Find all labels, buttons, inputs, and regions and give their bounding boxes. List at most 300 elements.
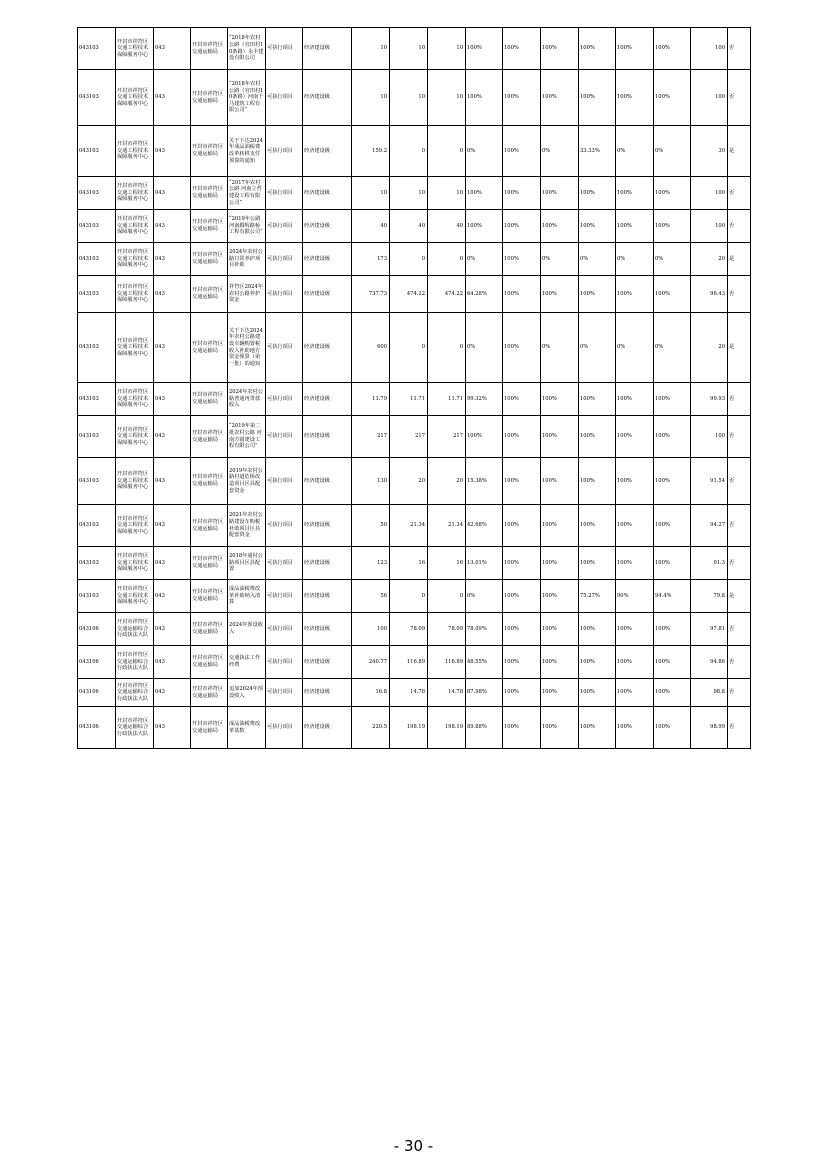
cell-execution-rate: 100% bbox=[466, 70, 503, 126]
cell-unit-name: 开封市祥符区交通运输综合行政执法大队 bbox=[116, 646, 154, 679]
cell-score: 100 bbox=[691, 210, 728, 243]
cell-unit-name: 开封市祥符区交通工程技术保障服务中心 bbox=[116, 210, 154, 243]
cell-disbursed-amount: 116.89 bbox=[428, 646, 466, 679]
cell-unit-name: 开封市祥符区交通工程技术保障服务中心 bbox=[116, 70, 154, 126]
cell-indicator-1: 100% bbox=[503, 547, 541, 580]
cell-dept-code: 043 bbox=[154, 646, 191, 679]
page-number: - 30 - bbox=[393, 1137, 434, 1155]
cell-project-type: 可执行项目 bbox=[266, 416, 303, 458]
cell-project-name: 成品油税费改革补助纳入清算 bbox=[228, 580, 266, 613]
cell-annual-budget: 10 bbox=[352, 70, 390, 126]
cell-dept-name: 开封市祥符区交通运输局 bbox=[191, 126, 228, 177]
cell-unit-name: 开封市祥符区交通工程技术保障服务中心 bbox=[116, 276, 154, 313]
cell-dept-code: 043 bbox=[154, 383, 191, 416]
cell-is-flagged: 否 bbox=[728, 646, 751, 679]
cell-indicator-4: 100% bbox=[616, 383, 654, 416]
cell-project-category: 经济建设级 bbox=[303, 707, 352, 749]
cell-indicator-4: 100% bbox=[616, 458, 654, 505]
cell-project-type: 可执行项目 bbox=[266, 276, 303, 313]
cell-is-flagged: 是 bbox=[728, 243, 751, 276]
cell-dept-name: 开封市祥符区交通运输局 bbox=[191, 580, 228, 613]
cell-indicator-3: 100% bbox=[579, 28, 616, 70]
cell-annual-budget: 56 bbox=[352, 580, 390, 613]
cell-unit-name: 开封市祥符区交通工程技术保障服务中心 bbox=[116, 547, 154, 580]
cell-indicator-5: 0% bbox=[654, 313, 691, 383]
cell-dept-name: 开封市祥符区交通运输局 bbox=[191, 613, 228, 646]
cell-score: 79.8 bbox=[691, 580, 728, 613]
cell-unit-code: 043103 bbox=[78, 243, 116, 276]
cell-execution-rate: 89.88% bbox=[466, 707, 503, 749]
cell-executed-amount: 40 bbox=[390, 210, 428, 243]
cell-indicator-1: 100% bbox=[503, 707, 541, 749]
cell-unit-code: 043106 bbox=[78, 613, 116, 646]
cell-annual-budget: 220.5 bbox=[352, 707, 390, 749]
cell-project-category: 经济建设级 bbox=[303, 458, 352, 505]
cell-is-flagged: 否 bbox=[728, 505, 751, 547]
cell-indicator-4: 100% bbox=[616, 276, 654, 313]
cell-project-name: 2024年农村公路日常养护项目补助 bbox=[228, 243, 266, 276]
cell-disbursed-amount: 16 bbox=[428, 547, 466, 580]
cell-indicator-4: 100% bbox=[616, 416, 654, 458]
cell-indicator-1: 100% bbox=[503, 276, 541, 313]
cell-indicator-5: 100% bbox=[654, 210, 691, 243]
cell-is-flagged: 否 bbox=[728, 458, 751, 505]
cell-project-type: 可执行项目 bbox=[266, 313, 303, 383]
cell-dept-name: 开封市祥符区交通运输局 bbox=[191, 505, 228, 547]
cell-unit-code: 043103 bbox=[78, 210, 116, 243]
cell-indicator-5: 100% bbox=[654, 276, 691, 313]
cell-project-category: 经济建设级 bbox=[303, 580, 352, 613]
cell-project-type: 可执行项目 bbox=[266, 70, 303, 126]
cell-unit-code: 043103 bbox=[78, 505, 116, 547]
cell-disbursed-amount: 0 bbox=[428, 580, 466, 613]
cell-is-flagged: 否 bbox=[728, 383, 751, 416]
cell-indicator-2: 100% bbox=[541, 28, 579, 70]
cell-project-type: 可执行项目 bbox=[266, 243, 303, 276]
cell-indicator-5: 100% bbox=[654, 416, 691, 458]
cell-annual-budget: 11.79 bbox=[352, 383, 390, 416]
cell-indicator-1: 100% bbox=[503, 126, 541, 177]
cell-dept-name: 开封市祥符区交通运输局 bbox=[191, 679, 228, 707]
cell-indicator-5: 100% bbox=[654, 505, 691, 547]
cell-dept-code: 043 bbox=[154, 505, 191, 547]
cell-execution-rate: 0% bbox=[466, 313, 503, 383]
cell-executed-amount: 16 bbox=[390, 547, 428, 580]
cell-indicator-3: 0% bbox=[579, 313, 616, 383]
cell-indicator-2: 100% bbox=[541, 276, 579, 313]
table-row bbox=[78, 243, 751, 276]
cell-indicator-2: 100% bbox=[541, 177, 579, 210]
table-row bbox=[78, 707, 751, 749]
cell-indicator-2: 100% bbox=[541, 613, 579, 646]
cell-indicator-1: 100% bbox=[503, 28, 541, 70]
cell-dept-code: 043 bbox=[154, 28, 191, 70]
cell-indicator-4: 100% bbox=[616, 210, 654, 243]
cell-indicator-2: 100% bbox=[541, 416, 579, 458]
cell-indicator-5: 100% bbox=[654, 70, 691, 126]
cell-project-name: “2019年第二批农村公路 河南方圆建设工程有限公司” bbox=[228, 416, 266, 458]
cell-score: 98.8 bbox=[691, 679, 728, 707]
table-row bbox=[78, 580, 751, 613]
cell-project-type: 可执行项目 bbox=[266, 458, 303, 505]
cell-annual-budget: 40 bbox=[352, 210, 390, 243]
cell-indicator-5: 94.4% bbox=[654, 580, 691, 613]
cell-indicator-3: 0% bbox=[579, 243, 616, 276]
cell-is-flagged: 否 bbox=[728, 679, 751, 707]
cell-indicator-3: 100% bbox=[579, 547, 616, 580]
cell-project-name: 2024年农村公路普通再贷款收入 bbox=[228, 383, 266, 416]
cell-indicator-5: 100% bbox=[654, 383, 691, 416]
cell-dept-name: 开封市祥符区交通运输局 bbox=[191, 210, 228, 243]
cell-disbursed-amount: 0 bbox=[428, 243, 466, 276]
cell-dept-code: 043 bbox=[154, 613, 191, 646]
cell-indicator-3: 75.27% bbox=[579, 580, 616, 613]
cell-indicator-4: 0% bbox=[616, 126, 654, 177]
cell-indicator-4: 100% bbox=[616, 707, 654, 749]
cell-execution-rate: 78.09% bbox=[466, 613, 503, 646]
cell-execution-rate: 13.01% bbox=[466, 547, 503, 580]
cell-project-type: 可执行项目 bbox=[266, 707, 303, 749]
cell-unit-code: 043103 bbox=[78, 547, 116, 580]
cell-is-flagged: 否 bbox=[728, 210, 751, 243]
cell-unit-code: 043103 bbox=[78, 313, 116, 383]
budget-performance-table bbox=[77, 27, 751, 749]
cell-score: 20 bbox=[691, 313, 728, 383]
cell-project-category: 经济建设级 bbox=[303, 547, 352, 580]
cell-execution-rate: 42.68% bbox=[466, 505, 503, 547]
table-row bbox=[78, 126, 751, 177]
cell-indicator-3: 100% bbox=[579, 177, 616, 210]
cell-indicator-5: 100% bbox=[654, 458, 691, 505]
cell-project-type: 可执行项目 bbox=[266, 383, 303, 416]
cell-execution-rate: 99.32% bbox=[466, 383, 503, 416]
cell-annual-budget: 130 bbox=[352, 458, 390, 505]
cell-dept-name: 开封市祥符区交通运输局 bbox=[191, 243, 228, 276]
cell-project-name: 成品油税费改革基数 bbox=[228, 707, 266, 749]
table-row bbox=[78, 276, 751, 313]
cell-project-category: 经济建设级 bbox=[303, 416, 352, 458]
table-row bbox=[78, 458, 751, 505]
cell-execution-rate: 0% bbox=[466, 580, 503, 613]
cell-disbursed-amount: 10 bbox=[428, 28, 466, 70]
cell-indicator-5: 100% bbox=[654, 547, 691, 580]
cell-dept-code: 043 bbox=[154, 458, 191, 505]
cell-execution-rate: 0% bbox=[466, 126, 503, 177]
cell-executed-amount: 10 bbox=[390, 28, 428, 70]
cell-project-type: 可执行项目 bbox=[266, 679, 303, 707]
cell-annual-budget: 123 bbox=[352, 547, 390, 580]
cell-unit-name: 开封市祥符区交通工程技术保障服务中心 bbox=[116, 313, 154, 383]
cell-project-name: 2021年农村公路建设车购税补助项目区县配套资金 bbox=[228, 505, 266, 547]
cell-dept-code: 043 bbox=[154, 243, 191, 276]
cell-disbursed-amount: 11.71 bbox=[428, 383, 466, 416]
cell-dept-code: 043 bbox=[154, 707, 191, 749]
cell-unit-name: 开封市祥符区交通工程技术保障服务中心 bbox=[116, 126, 154, 177]
cell-execution-rate: 100% bbox=[466, 28, 503, 70]
cell-project-category: 经济建设级 bbox=[303, 243, 352, 276]
cell-indicator-1: 100% bbox=[503, 646, 541, 679]
cell-indicator-1: 100% bbox=[503, 383, 541, 416]
cell-indicator-4: 100% bbox=[616, 70, 654, 126]
cell-execution-rate: 87.98% bbox=[466, 679, 503, 707]
cell-executed-amount: 10 bbox=[390, 177, 428, 210]
cell-execution-rate: 100% bbox=[466, 416, 503, 458]
cell-disbursed-amount: 198.19 bbox=[428, 707, 466, 749]
cell-project-name: 追加2024年预设收入 bbox=[228, 679, 266, 707]
cell-indicator-3: 100% bbox=[579, 646, 616, 679]
cell-dept-code: 043 bbox=[154, 547, 191, 580]
cell-dept-name: 开封市祥符区交通运输局 bbox=[191, 547, 228, 580]
cell-unit-name: 开封市祥符区交通工程技术保障服务中心 bbox=[116, 383, 154, 416]
cell-indicator-2: 0% bbox=[541, 126, 579, 177]
cell-dept-code: 043 bbox=[154, 177, 191, 210]
cell-unit-code: 043103 bbox=[78, 177, 116, 210]
cell-indicator-5: 100% bbox=[654, 28, 691, 70]
cell-indicator-2: 100% bbox=[541, 580, 579, 613]
cell-is-flagged: 是 bbox=[728, 580, 751, 613]
cell-indicator-2: 100% bbox=[541, 505, 579, 547]
cell-executed-amount: 0 bbox=[390, 580, 428, 613]
cell-executed-amount: 217 bbox=[390, 416, 428, 458]
table-row bbox=[78, 383, 751, 416]
cell-project-category: 经济建设级 bbox=[303, 505, 352, 547]
cell-project-category: 经济建设级 bbox=[303, 210, 352, 243]
cell-indicator-4: 100% bbox=[616, 646, 654, 679]
cell-is-flagged: 否 bbox=[728, 70, 751, 126]
cell-project-type: 可执行项目 bbox=[266, 646, 303, 679]
cell-indicator-3: 100% bbox=[579, 383, 616, 416]
cell-dept-name: 开封市祥符区交通运输局 bbox=[191, 458, 228, 505]
cell-project-name: “2019年公路 河南腾辉路桥工程有限公司” bbox=[228, 210, 266, 243]
cell-dept-code: 043 bbox=[154, 126, 191, 177]
cell-score: 96.43 bbox=[691, 276, 728, 313]
table-row bbox=[78, 505, 751, 547]
cell-indicator-2: 100% bbox=[541, 70, 579, 126]
cell-unit-code: 043106 bbox=[78, 679, 116, 707]
cell-project-category: 经济建设级 bbox=[303, 126, 352, 177]
cell-disbursed-amount: 14.78 bbox=[428, 679, 466, 707]
cell-disbursed-amount: 10 bbox=[428, 177, 466, 210]
cell-project-category: 经济建设级 bbox=[303, 646, 352, 679]
cell-project-name: “2018年农村公路（官田村10条路）永丰建设有限公司 bbox=[228, 28, 266, 70]
cell-indicator-3: 100% bbox=[579, 416, 616, 458]
cell-indicator-1: 100% bbox=[503, 210, 541, 243]
cell-unit-code: 043103 bbox=[78, 416, 116, 458]
cell-score: 30 bbox=[691, 126, 728, 177]
cell-indicator-4: 0% bbox=[616, 243, 654, 276]
cell-indicator-3: 100% bbox=[579, 276, 616, 313]
cell-indicator-1: 100% bbox=[503, 580, 541, 613]
cell-executed-amount: 20 bbox=[390, 458, 428, 505]
cell-unit-name: 开封市祥符区交通运输综合行政执法大队 bbox=[116, 707, 154, 749]
cell-annual-budget: 16.8 bbox=[352, 679, 390, 707]
cell-indicator-5: 100% bbox=[654, 646, 691, 679]
cell-indicator-1: 100% bbox=[503, 679, 541, 707]
cell-unit-name: 开封市祥符区交通运输综合行政执法大队 bbox=[116, 613, 154, 646]
cell-indicator-3: 100% bbox=[579, 210, 616, 243]
cell-execution-rate: 0% bbox=[466, 243, 503, 276]
cell-dept-code: 043 bbox=[154, 580, 191, 613]
table-row bbox=[78, 70, 751, 126]
cell-executed-amount: 116.89 bbox=[390, 646, 428, 679]
cell-project-type: 可执行项目 bbox=[266, 580, 303, 613]
cell-annual-budget: 737.73 bbox=[352, 276, 390, 313]
cell-project-name: 2019年农村公路村道危桥改造项目区县配套资金 bbox=[228, 458, 266, 505]
cell-indicator-3: 100% bbox=[579, 679, 616, 707]
cell-project-type: 可执行项目 bbox=[266, 547, 303, 580]
cell-unit-code: 043103 bbox=[78, 28, 116, 70]
cell-indicator-5: 100% bbox=[654, 613, 691, 646]
cell-disbursed-amount: 40 bbox=[428, 210, 466, 243]
cell-execution-rate: 100% bbox=[466, 210, 503, 243]
cell-indicator-4: 100% bbox=[616, 547, 654, 580]
cell-unit-code: 043103 bbox=[78, 580, 116, 613]
cell-unit-code: 043103 bbox=[78, 276, 116, 313]
cell-score: 100 bbox=[691, 28, 728, 70]
cell-indicator-4: 90% bbox=[616, 580, 654, 613]
cell-indicator-2: 0% bbox=[541, 243, 579, 276]
cell-unit-name: 开封市祥符区交通工程技术保障服务中心 bbox=[116, 580, 154, 613]
cell-unit-code: 043103 bbox=[78, 70, 116, 126]
cell-is-flagged: 否 bbox=[728, 28, 751, 70]
cell-indicator-4: 100% bbox=[616, 679, 654, 707]
cell-disbursed-amount: 78.09 bbox=[428, 613, 466, 646]
cell-dept-code: 043 bbox=[154, 679, 191, 707]
cell-score: 100 bbox=[691, 177, 728, 210]
cell-indicator-2: 100% bbox=[541, 646, 579, 679]
cell-score: 100 bbox=[691, 416, 728, 458]
cell-indicator-4: 100% bbox=[616, 505, 654, 547]
cell-indicator-1: 100% bbox=[503, 505, 541, 547]
cell-indicator-2: 100% bbox=[541, 707, 579, 749]
cell-project-category: 经济建设级 bbox=[303, 276, 352, 313]
cell-unit-name: 开封市祥符区交通工程技术保障服务中心 bbox=[116, 505, 154, 547]
cell-indicator-3: 100% bbox=[579, 707, 616, 749]
cell-project-name: 交通执法工作经费 bbox=[228, 646, 266, 679]
cell-executed-amount: 0 bbox=[390, 126, 428, 177]
cell-project-name: “2018年农村公路（官田村10条路）河南千马建筑工程有限公司” bbox=[228, 70, 266, 126]
cell-is-flagged: 否 bbox=[728, 613, 751, 646]
cell-is-flagged: 否 bbox=[728, 547, 751, 580]
cell-dept-code: 043 bbox=[154, 416, 191, 458]
table-row bbox=[78, 547, 751, 580]
cell-unit-code: 043106 bbox=[78, 646, 116, 679]
cell-unit-code: 043103 bbox=[78, 126, 116, 177]
cell-dept-name: 开封市祥符区交通运输局 bbox=[191, 416, 228, 458]
cell-disbursed-amount: 0 bbox=[428, 313, 466, 383]
cell-annual-budget: 159.2 bbox=[352, 126, 390, 177]
cell-annual-budget: 10 bbox=[352, 177, 390, 210]
cell-dept-name: 开封市祥符区交通运输局 bbox=[191, 28, 228, 70]
cell-disbursed-amount: 21.34 bbox=[428, 505, 466, 547]
cell-score: 91.54 bbox=[691, 458, 728, 505]
cell-project-type: 可执行项目 bbox=[266, 177, 303, 210]
table-row bbox=[78, 313, 751, 383]
cell-disbursed-amount: 217 bbox=[428, 416, 466, 458]
table-row bbox=[78, 646, 751, 679]
cell-annual-budget: 50 bbox=[352, 505, 390, 547]
cell-annual-budget: 10 bbox=[352, 28, 390, 70]
cell-indicator-4: 100% bbox=[616, 613, 654, 646]
cell-project-type: 可执行项目 bbox=[266, 613, 303, 646]
cell-executed-amount: 11.71 bbox=[390, 383, 428, 416]
cell-executed-amount: 10 bbox=[390, 70, 428, 126]
cell-dept-name: 开封市祥符区交通运输局 bbox=[191, 646, 228, 679]
cell-disbursed-amount: 0 bbox=[428, 126, 466, 177]
cell-indicator-1: 100% bbox=[503, 613, 541, 646]
cell-indicator-3: 100% bbox=[579, 505, 616, 547]
cell-disbursed-amount: 474.22 bbox=[428, 276, 466, 313]
cell-score: 20 bbox=[691, 243, 728, 276]
cell-executed-amount: 78.09 bbox=[390, 613, 428, 646]
cell-unit-name: 开封市祥符区交通工程技术保障服务中心 bbox=[116, 416, 154, 458]
cell-score: 94.86 bbox=[691, 646, 728, 679]
cell-score: 98.99 bbox=[691, 707, 728, 749]
cell-indicator-1: 100% bbox=[503, 313, 541, 383]
cell-project-category: 经济建设级 bbox=[303, 383, 352, 416]
cell-executed-amount: 0 bbox=[390, 243, 428, 276]
cell-dept-code: 043 bbox=[154, 210, 191, 243]
cell-score: 94.27 bbox=[691, 505, 728, 547]
cell-execution-rate: 100% bbox=[466, 177, 503, 210]
cell-indicator-1: 100% bbox=[503, 416, 541, 458]
cell-unit-name: 开封市祥符区交通工程技术保障服务中心 bbox=[116, 177, 154, 210]
cell-indicator-4: 100% bbox=[616, 177, 654, 210]
cell-indicator-1: 100% bbox=[503, 458, 541, 505]
cell-execution-rate: 15.38% bbox=[466, 458, 503, 505]
cell-indicator-5: 100% bbox=[654, 707, 691, 749]
cell-executed-amount: 0 bbox=[390, 313, 428, 383]
table-row bbox=[78, 416, 751, 458]
cell-indicator-1: 100% bbox=[503, 177, 541, 210]
cell-project-name: 祥符区2024年农村公路养护资金 bbox=[228, 276, 266, 313]
cell-disbursed-amount: 20 bbox=[428, 458, 466, 505]
cell-score: 97.81 bbox=[691, 613, 728, 646]
cell-unit-name: 开封市祥符区交通工程技术保障服务中心 bbox=[116, 28, 154, 70]
cell-dept-code: 043 bbox=[154, 276, 191, 313]
cell-is-flagged: 否 bbox=[728, 276, 751, 313]
cell-indicator-4: 0% bbox=[616, 313, 654, 383]
cell-executed-amount: 474.22 bbox=[390, 276, 428, 313]
cell-is-flagged: 是 bbox=[728, 313, 751, 383]
cell-project-category: 经济建设级 bbox=[303, 679, 352, 707]
cell-indicator-2: 100% bbox=[541, 679, 579, 707]
cell-annual-budget: 100 bbox=[352, 613, 390, 646]
cell-indicator-2: 100% bbox=[541, 458, 579, 505]
cell-executed-amount: 21.34 bbox=[390, 505, 428, 547]
cell-dept-code: 043 bbox=[154, 313, 191, 383]
cell-dept-name: 开封市祥符区交通运输局 bbox=[191, 313, 228, 383]
cell-indicator-5: 0% bbox=[654, 126, 691, 177]
cell-is-flagged: 否 bbox=[728, 707, 751, 749]
cell-annual-budget: 217 bbox=[352, 416, 390, 458]
cell-indicator-2: 100% bbox=[541, 210, 579, 243]
cell-project-category: 经济建设级 bbox=[303, 613, 352, 646]
cell-dept-code: 043 bbox=[154, 70, 191, 126]
cell-project-name: 关于下达2024年成品油税费改革转移支付预算的通知 bbox=[228, 126, 266, 177]
cell-project-category: 经济建设级 bbox=[303, 313, 352, 383]
cell-dept-name: 开封市祥符区交通运输局 bbox=[191, 177, 228, 210]
cell-annual-budget: 173 bbox=[352, 243, 390, 276]
cell-project-name: 2024年预设收入 bbox=[228, 613, 266, 646]
cell-project-type: 可执行项目 bbox=[266, 210, 303, 243]
cell-project-name: “2017年农村公路 河南立哲建设工程有限公司” bbox=[228, 177, 266, 210]
cell-score: 99.93 bbox=[691, 383, 728, 416]
cell-indicator-5: 100% bbox=[654, 177, 691, 210]
cell-indicator-4: 100% bbox=[616, 28, 654, 70]
cell-annual-budget: 600 bbox=[352, 313, 390, 383]
cell-unit-code: 043103 bbox=[78, 458, 116, 505]
